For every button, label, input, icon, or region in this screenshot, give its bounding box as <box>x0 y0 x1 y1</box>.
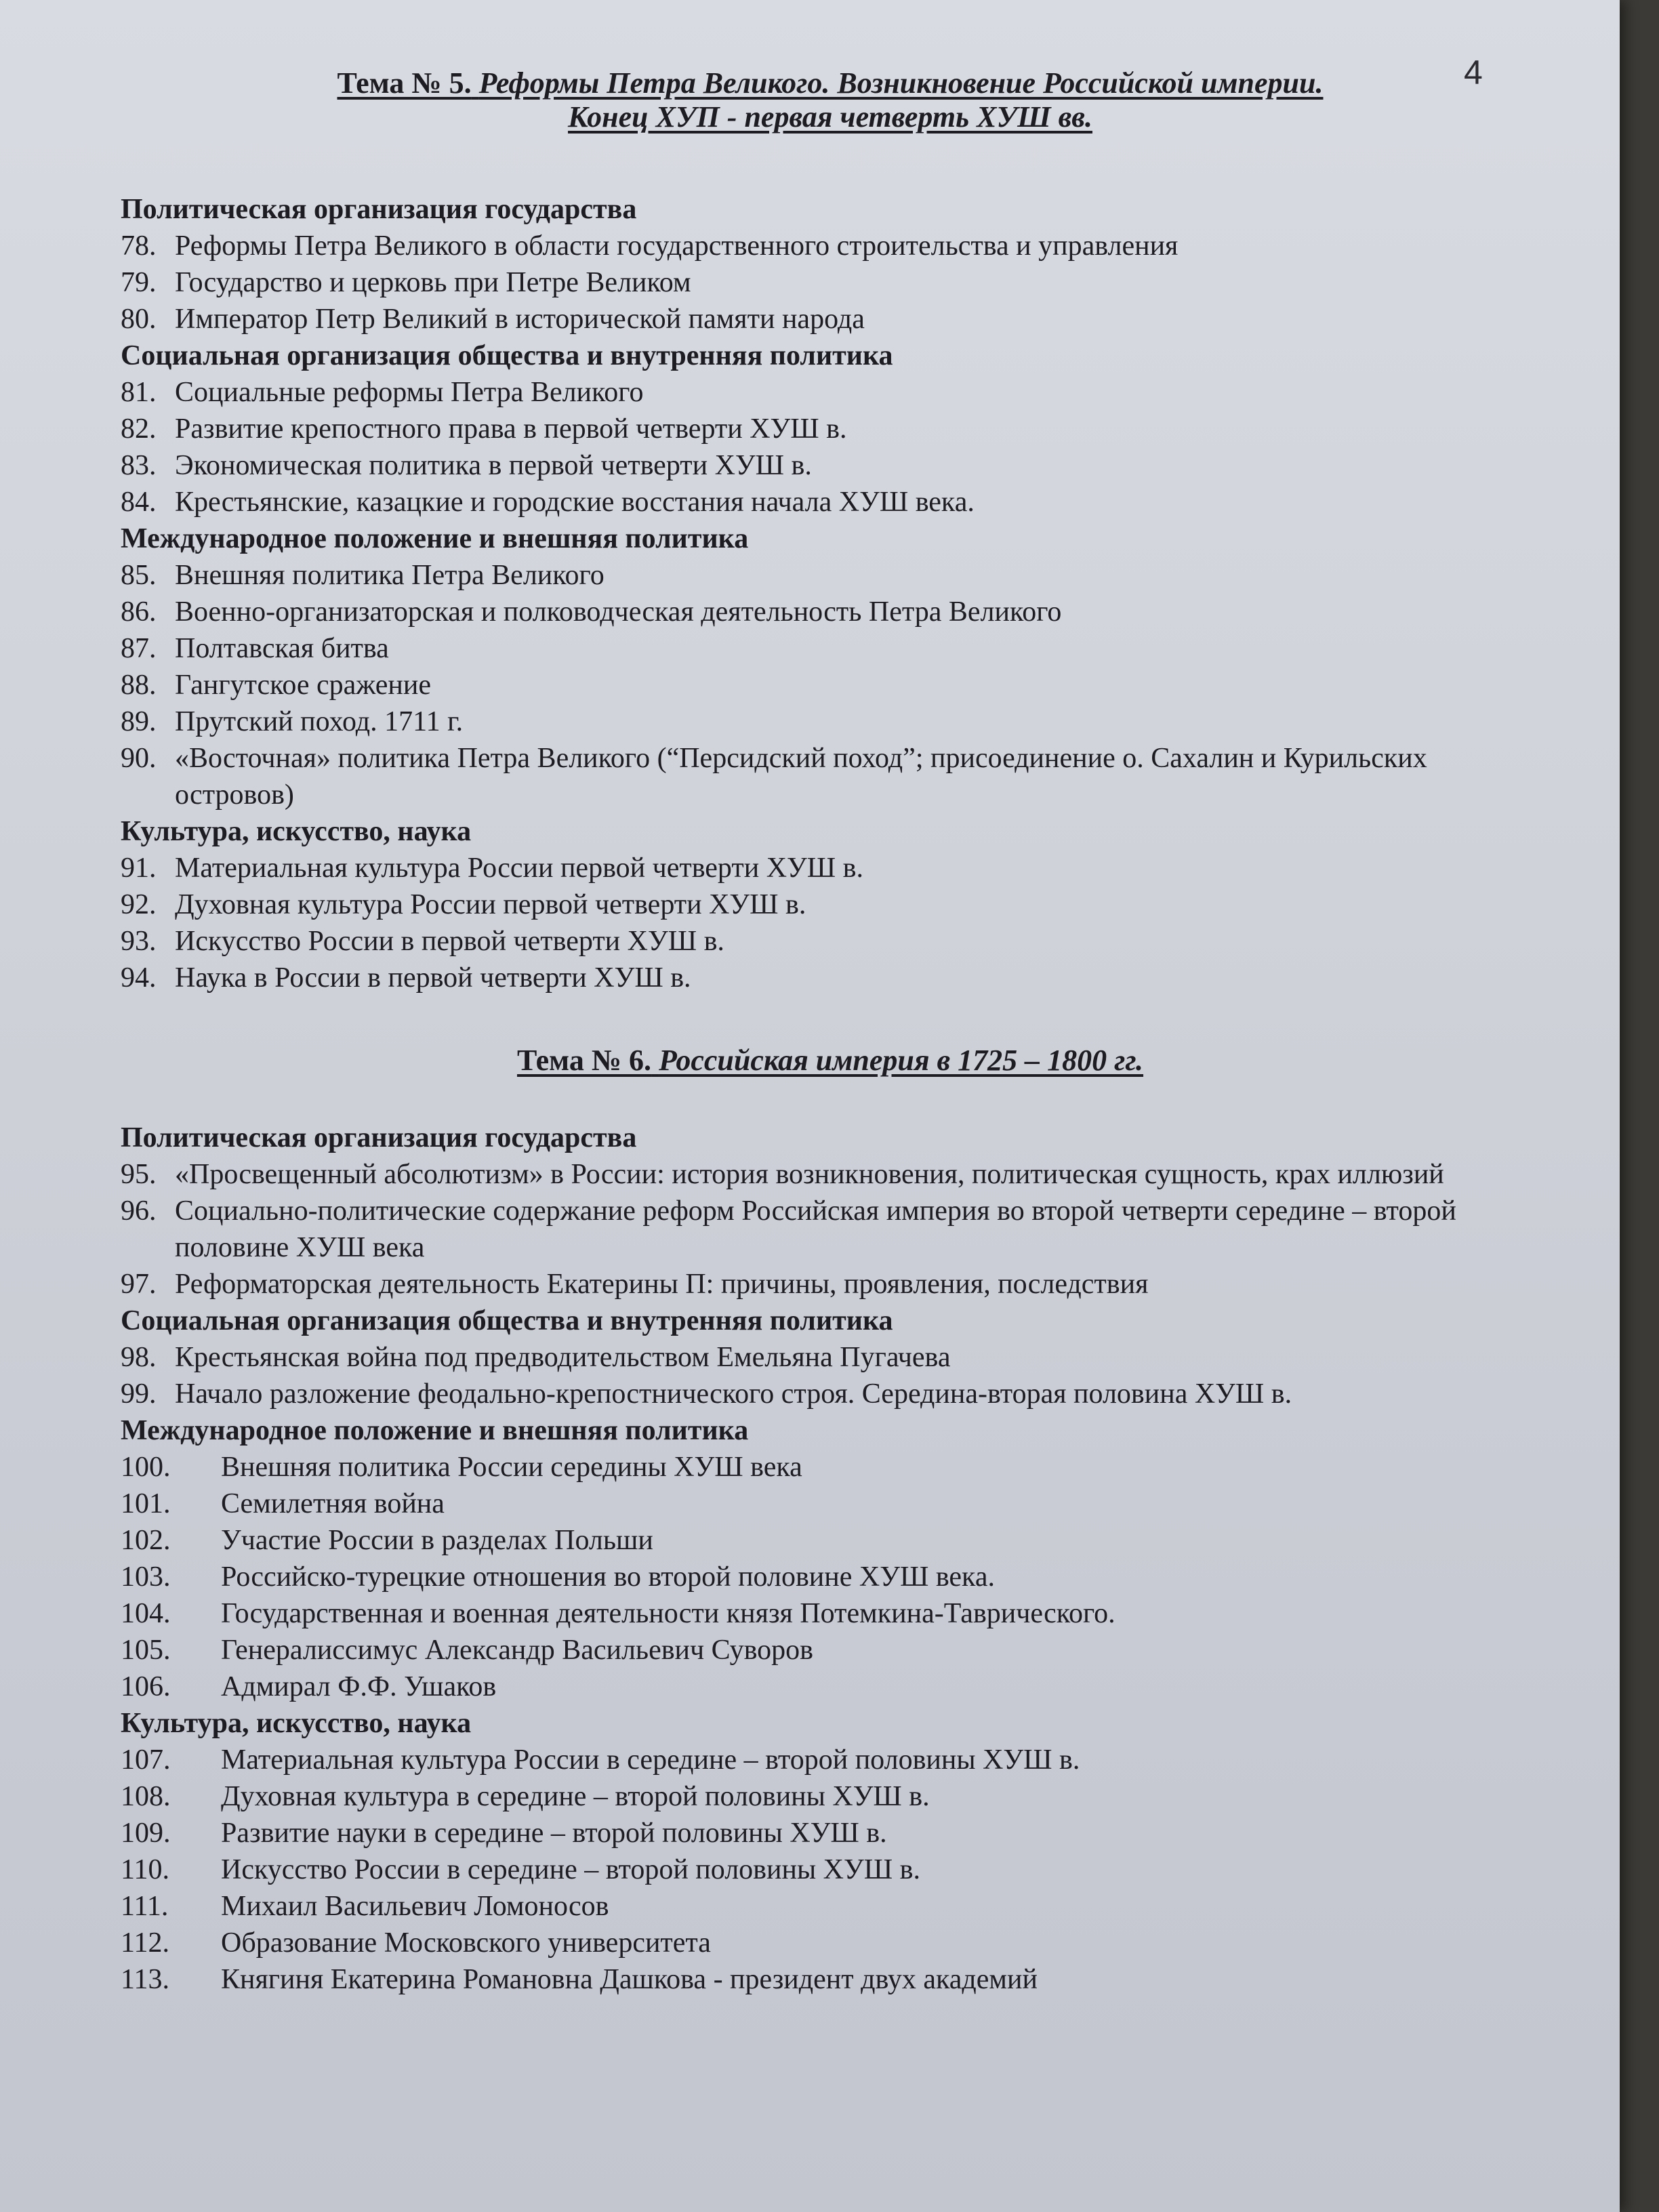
section-heading: Политическая организация государства <box>121 1122 637 1153</box>
item-text: Материальная культура России первой четверти ХУШ в. <box>175 853 863 884</box>
list-item <box>121 484 1517 520</box>
topic-6-title <box>115 1044 1545 1078</box>
item-text: Генералиссимус Александр Васильевич Суворов <box>221 1635 814 1666</box>
list-item <box>121 447 1517 484</box>
item-text: Образование Московского университета <box>221 1927 711 1959</box>
list-item <box>121 1376 1517 1412</box>
item-text: Государственная и военная деятельности князя Потемкина-Таврического. <box>221 1598 1115 1629</box>
list-item <box>121 1925 1517 1961</box>
item-number: 102. <box>121 1525 171 1556</box>
list-item <box>121 557 1517 594</box>
list-item <box>121 594 1517 630</box>
section-heading: Политическая организация государства <box>121 194 637 225</box>
topic-5-label: Тема № 5. <box>337 66 472 100</box>
item-text: Внешняя политика Петра Великого <box>175 560 605 591</box>
item-number: 97. <box>121 1269 157 1300</box>
item-number: 82. <box>121 413 157 445</box>
item-number: 80. <box>121 304 157 335</box>
item-text: Семилетняя война <box>221 1488 445 1519</box>
item-number: 107. <box>121 1744 171 1776</box>
list-item <box>121 1815 1517 1851</box>
item-text: Участие России в разделах Польши <box>221 1525 653 1556</box>
item-text: Духовная культура России первой четверти ХУШ в. <box>175 889 806 920</box>
item-number: 96. <box>121 1195 157 1227</box>
item-number: 110. <box>121 1854 169 1885</box>
list-item <box>121 1668 1517 1705</box>
item-text: Российско-турецкие отношения во второй половине ХУШ века. <box>221 1561 995 1593</box>
list-item <box>121 667 1517 703</box>
item-text: Внешняя политика России середины ХУШ века <box>221 1452 802 1483</box>
list-item <box>121 1449 1517 1486</box>
list-item <box>121 923 1517 960</box>
list-item <box>121 1778 1517 1815</box>
item-number: 87. <box>121 633 157 664</box>
topic-5-title-line2: Конец ХУП - первая четверть ХУШ вв. <box>568 100 1092 134</box>
item-text: Прутский поход. 1711 г. <box>175 706 464 737</box>
list-item <box>121 1851 1517 1888</box>
item-text: «Просвещенный абсолютизм» в России: история возникновения, политическая сущность, крах иллюзий <box>175 1159 1444 1190</box>
list-item <box>121 1193 1517 1266</box>
topic-6-label: Тема № 6. <box>516 1044 652 1077</box>
item-number: 95. <box>121 1159 157 1190</box>
list-item <box>121 264 1517 301</box>
item-number: 93. <box>121 926 157 957</box>
item-text: Реформаторская деятельность Екатерины П: причины, проявления, последствия <box>175 1269 1149 1300</box>
list-item <box>121 411 1517 447</box>
item-number: 101. <box>121 1488 171 1519</box>
item-number: 99. <box>121 1378 157 1410</box>
item-text: Император Петр Великий в исторической памяти народа <box>175 304 865 335</box>
list-item <box>121 1888 1517 1925</box>
topic-6-contents <box>121 1120 1517 1998</box>
item-text: Крестьянская война под предводительством Емельяна Пугачева <box>175 1342 951 1373</box>
item-text: Экономическая политика в первой четверти ХУШ в. <box>175 450 812 481</box>
item-text: Крестьянские, казацкие и городские восстания начала ХУШ века. <box>175 487 975 518</box>
list-item <box>121 228 1517 264</box>
item-number: 92. <box>121 889 157 920</box>
item-text: Социальные реформы Петра Великого <box>175 377 644 408</box>
list-item <box>121 630 1517 667</box>
section-heading: Культура, искусство, наука <box>121 816 472 847</box>
section-heading: Международное положение и внешняя политика <box>121 1415 749 1446</box>
item-number: 105. <box>121 1635 171 1666</box>
item-text: Государство и церковь при Петре Великом <box>175 267 691 298</box>
item-text: Гангутское сражение <box>175 670 431 701</box>
item-text: Искусство России в первой четверти ХУШ в. <box>175 926 724 957</box>
item-text: Военно-организаторская и полководческая деятельность Петра Великого <box>175 596 1062 628</box>
list-item <box>121 850 1517 886</box>
item-number: 104. <box>121 1598 171 1629</box>
list-item <box>121 1339 1517 1376</box>
list-item <box>121 960 1517 996</box>
item-text: Искусство России в середине – второй половины ХУШ в. <box>221 1854 920 1885</box>
list-item <box>121 1522 1517 1559</box>
item-text: Материальная культура России в середине – второй половины ХУШ в. <box>221 1744 1080 1776</box>
item-text: Начало разложение феодально-крепостнического строя. Середина-вторая половина ХУШ в. <box>175 1378 1292 1410</box>
item-text: Княгиня Екатерина Романовна Дашкова - президент двух академий <box>221 1964 1038 1995</box>
item-number: 106. <box>121 1671 171 1702</box>
list-item <box>121 1742 1517 1778</box>
item-number: 113. <box>121 1964 169 1995</box>
topic-6-title-text: Российская империя в 1725 – 1800 гг. <box>659 1044 1144 1077</box>
item-text: Наука в России в первой четверти ХУШ в. <box>175 962 691 994</box>
list-item <box>121 703 1517 740</box>
list-item <box>121 740 1517 813</box>
list-item <box>121 1559 1517 1595</box>
item-number: 109. <box>121 1818 171 1849</box>
item-number: 85. <box>121 560 157 591</box>
item-number: 89. <box>121 706 157 737</box>
list-item <box>121 1595 1517 1632</box>
item-number: 103. <box>121 1561 171 1593</box>
item-text: Развитие науки в середине – второй половины ХУШ в. <box>221 1818 887 1849</box>
item-text: Полтавская битва <box>175 633 389 664</box>
topic-5-title-line1 <box>115 66 1545 100</box>
page-number: 4 <box>1464 54 1483 91</box>
item-text: Социально-политические содержание реформ Российская империя во второй четверти середине – второй половине ХУШ века <box>175 1195 1456 1263</box>
item-text: Михаил Васильевич Ломоносов <box>221 1891 609 1922</box>
list-item <box>121 374 1517 411</box>
item-number: 112. <box>121 1927 169 1959</box>
item-number: 90. <box>121 743 157 774</box>
topic-5-title-text: Реформы Петра Великого. Возникновение Российской империи. <box>478 66 1324 100</box>
list-item <box>121 1632 1517 1668</box>
list-item <box>121 886 1517 923</box>
item-number: 100. <box>121 1452 171 1483</box>
item-number: 83. <box>121 450 157 481</box>
item-text: «Восточная» политика Петра Великого (“Персидский поход”; присоединение о. Сахалин и Курильских островов) <box>175 743 1427 811</box>
list-item <box>121 301 1517 337</box>
item-text: Реформы Петра Великого в области государственного строительства и управления <box>175 230 1179 262</box>
item-number: 108. <box>121 1781 171 1812</box>
section-heading: Социальная организация общества и внутренняя политика <box>121 340 893 371</box>
item-number: 81. <box>121 377 157 408</box>
item-number: 98. <box>121 1342 157 1373</box>
topic-5-title <box>115 66 1545 134</box>
item-number: 111. <box>121 1891 169 1922</box>
item-text: Духовная культура в середине – второй половины ХУШ в. <box>221 1781 930 1812</box>
item-number: 94. <box>121 962 157 994</box>
list-item <box>121 1156 1517 1193</box>
section-heading: Культура, искусство, наука <box>121 1708 472 1739</box>
item-number: 84. <box>121 487 157 518</box>
item-number: 91. <box>121 853 157 884</box>
item-text: Адмирал Ф.Ф. Ушаков <box>221 1671 497 1702</box>
item-text: Развитие крепостного права в первой четверти ХУШ в. <box>175 413 847 445</box>
topic-5-contents <box>121 191 1517 996</box>
list-item <box>121 1266 1517 1303</box>
list-item <box>121 1961 1517 1998</box>
list-item <box>121 1486 1517 1522</box>
item-number: 88. <box>121 670 157 701</box>
section-heading: Социальная организация общества и внутренняя политика <box>121 1305 893 1336</box>
item-number: 86. <box>121 596 157 628</box>
item-number: 78. <box>121 230 157 262</box>
item-number: 79. <box>121 267 157 298</box>
section-heading: Международное положение и внешняя политика <box>121 523 749 554</box>
